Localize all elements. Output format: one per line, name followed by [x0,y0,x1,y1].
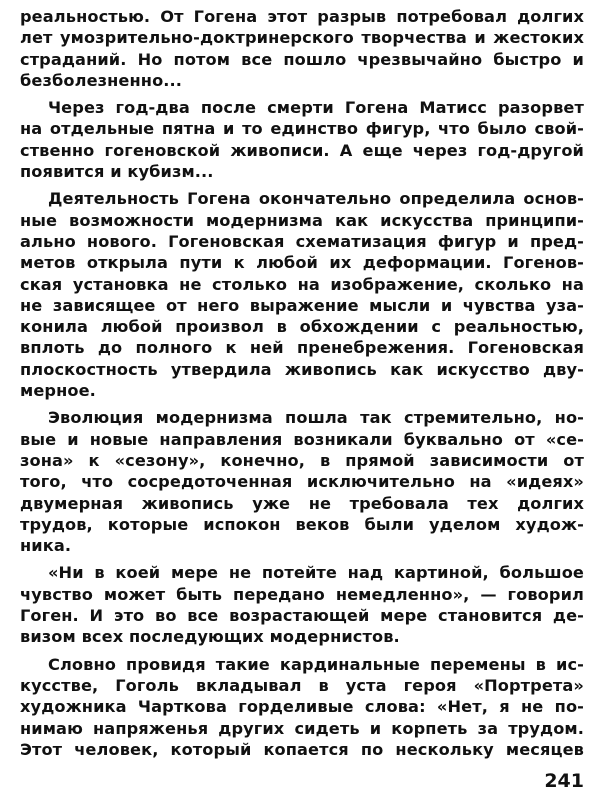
page-number: 241 [544,770,584,792]
text-line: лет умозрительно-доктринерского творчества и жестоких [20,28,584,48]
text-line: Гоген. И это во все возрастающей мере становится де- [20,606,584,626]
text-line: зона» к «сезону», конечно, в прямой зависимости от [20,450,584,470]
paragraph [20,407,584,556]
text-line: страданий. Но потом все пошло чрезвычайно быстро и [20,49,584,69]
text-line: на отдельные пятна и то единство фигур, что было свой- [20,119,584,139]
text-line: Этот человек, который копается по нескольку месяцев [20,739,584,759]
text-line: Словно провидя такие кардинальные перемены в ис- [48,654,584,674]
text-line: трудов, которые испокон веков были уделом худож- [20,514,584,534]
text-line: ника. [20,536,72,556]
text-line: плоскостность утвердила живопись как искусство дву- [20,359,584,379]
paragraph [20,562,584,647]
text-line: Деятельность Гогена окончательно определила основ- [48,189,584,209]
text-line: двумерная живопись уже не требовала тех долгих [20,493,584,513]
text-line: визом всех последующих модернистов. [20,627,400,647]
text-line: вплоть до полного к ней пренебрежения. Гогеновская [20,338,584,358]
page-body-text [20,6,584,766]
text-line: «Ни в коей мере не потейте над картиной, большое [48,563,584,583]
text-line: не зависящее от него выражение мысли и чувства уза- [20,295,584,315]
paragraph [20,6,584,91]
text-line: ская установка не столько на изображение, сколько на [20,274,584,294]
text-line: вые и новые направления возникали буквально от «се- [20,429,584,449]
paragraph [20,97,584,182]
text-line: Через год-два после смерти Гогена Матисс разорвет [48,98,584,118]
text-line: ственно гогеновской живописи. А еще через год-другой [20,140,584,160]
text-line: кусстве, Гоголь вкладывал в уста героя «Портрета» [20,675,584,695]
text-line: того, что сосредоточенная исключительно на «идеях» [20,472,584,492]
paragraph [20,188,584,401]
text-line: конила любой произвол в обхождении с реальностью, [20,317,584,337]
text-line: метов открыла пути к любой их деформации. Гогенов- [20,253,584,273]
text-line: Эволюция модернизма пошла так стремительно, но- [48,408,584,428]
text-line: мерное. [20,381,96,401]
text-line: реальностью. От Гогена этот разрыв потребовал долгих [20,7,584,26]
text-line: появится и кубизм... [20,162,214,182]
text-line: ные возможности модернизма как искусства принципи- [20,210,584,230]
paragraph [20,654,584,760]
text-line: чувство может быть передано немедленно», — говорил [20,584,584,604]
text-line: художника Чарткова горделивые слова: «Нет, я не по- [20,697,584,717]
text-line: нимаю напряженья других сидеть и корпеть за трудом. [20,718,584,738]
text-line: безболезненно... [20,70,183,90]
text-line: ально нового. Гогеновская схематизация фигур и пред- [20,231,584,251]
